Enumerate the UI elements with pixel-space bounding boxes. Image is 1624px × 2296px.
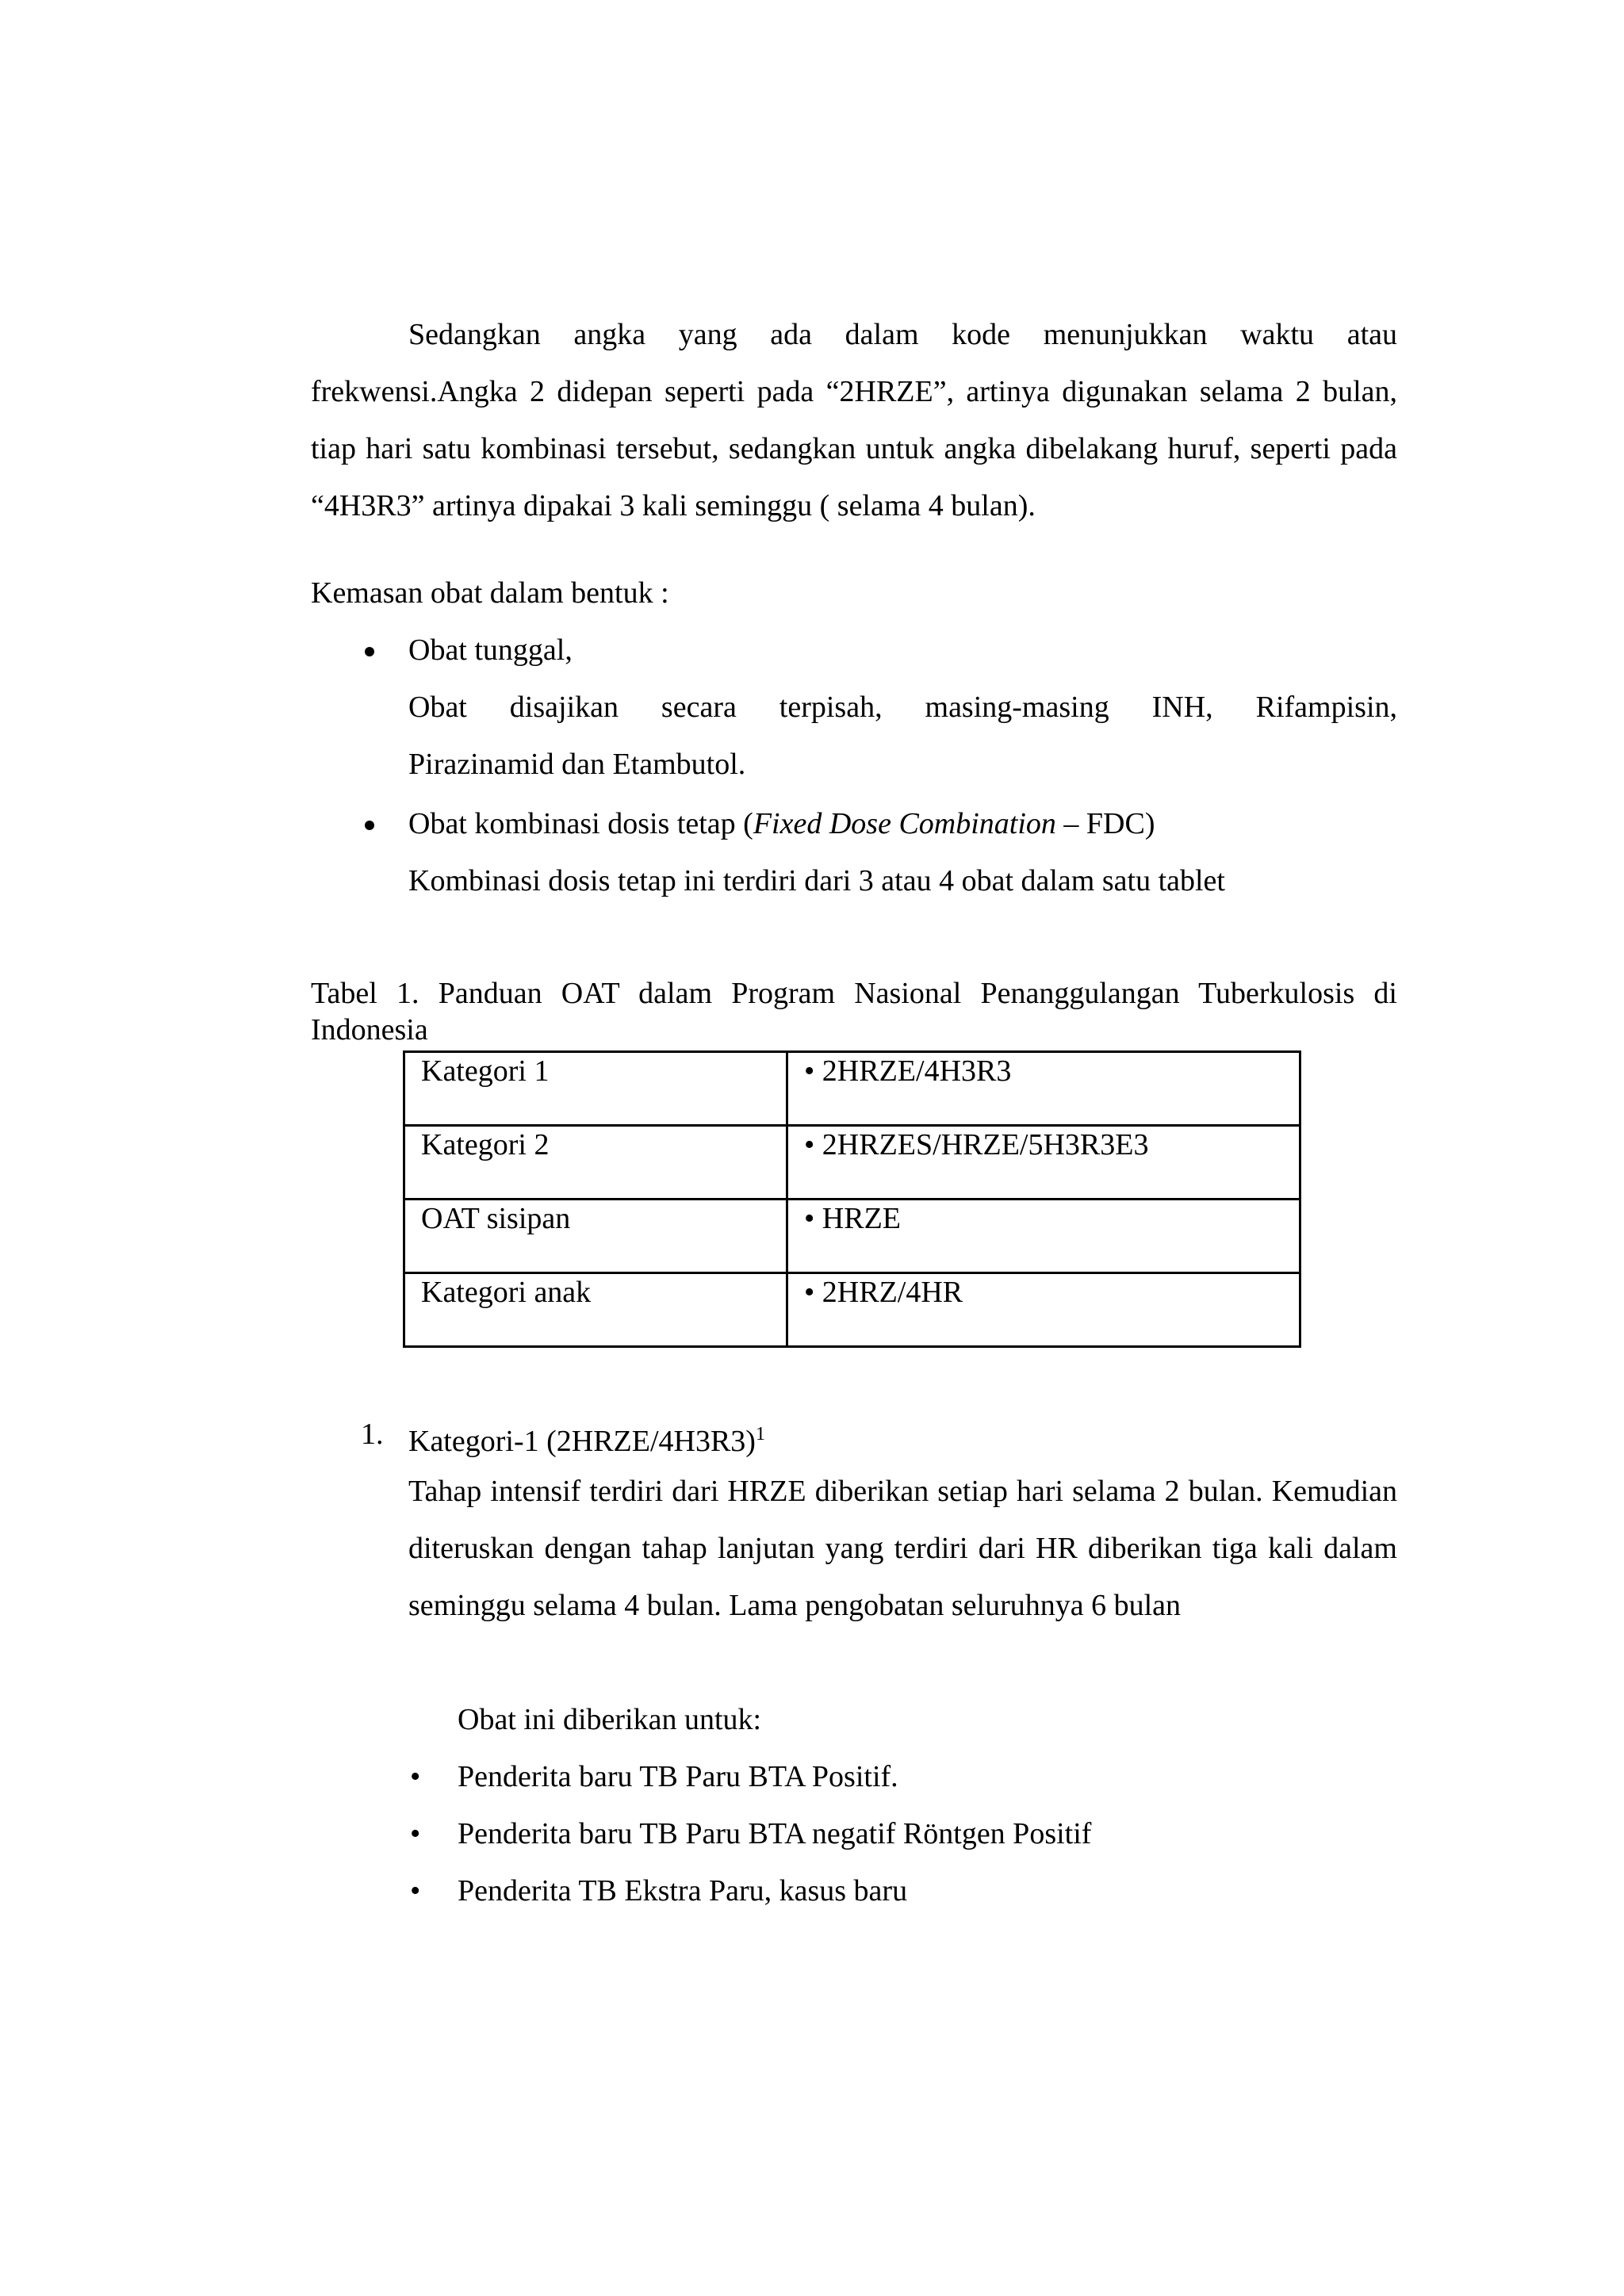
table-cell-regimen: • HRZE [787, 1200, 1300, 1273]
table-cell-category: OAT sisipan [404, 1200, 787, 1273]
table-row [404, 1052, 1300, 1126]
table-cell-regimen: • 2HRZ/4HR [787, 1273, 1300, 1347]
fdc-title-prefix: Obat kombinasi dosis tetap ( [408, 807, 753, 840]
fdc-title-suffix: – FDC) [1055, 807, 1155, 840]
bullet-icon: • [410, 1817, 421, 1850]
bullet-icon: • [410, 1874, 421, 1908]
list-item: Penderita baru TB Paru BTA negatif Röntgen Positif [458, 1817, 1092, 1850]
fdc-title-italic: Fixed Dose Combination [753, 807, 1056, 840]
kemasan-item-body: Pirazinamid dan Etambutol. [408, 748, 746, 781]
table-row [404, 1200, 1300, 1273]
oat-table [403, 1050, 1301, 1348]
kemasan-heading: Kemasan obat dalam bentuk : [311, 576, 669, 610]
table-cell-category: Kategori anak [404, 1273, 787, 1347]
table-cell-category: Kategori 2 [404, 1126, 787, 1200]
table-cell-regimen: • 2HRZES/HRZE/5H3R3E3 [787, 1126, 1300, 1200]
kategori1-for-label: Obat ini diberikan untuk: [458, 1703, 762, 1736]
kemasan-item-title: Obat tunggal, [408, 633, 573, 667]
list-item: Penderita TB Ekstra Paru, kasus baru [458, 1874, 908, 1908]
kategori1-body: Tahap intensif terdiri dari HRZE diberikan setiap hari selama 2 bulan. Kemudian diteruskan dengan tahap lanjutan yang terdiri dari HR diberikan tiga kali dalam seminggu selama 4 bulan. Lama pengobatan seluruhnya 6 bulan [408, 1475, 1397, 1622]
kategori1-title [408, 1406, 765, 1470]
table-row [404, 1273, 1300, 1347]
bullet-icon: • [410, 1760, 421, 1793]
kemasan-item-title [408, 795, 1155, 852]
bullet-dot-icon [365, 821, 374, 830]
intro-paragraph: Sedangkan angka yang ada dalam kode menunjukkan waktu atau frekwensi.Angka 2 didepan seperti pada “2HRZE”, artinya digunakan selama 2 bulan, tiap hari satu kombinasi tersebut, sedangkan untuk angka dibelakang huruf, seperti pada “4H3R3” artinya dipakai 3 kali seminggu ( selama 4 bulan). [311, 318, 1397, 522]
table-row [404, 1126, 1300, 1200]
kemasan-item-body: Obat disajikan secara terpisah, masing-masing INH, Rifampisin, [408, 691, 1397, 724]
footnote-ref: 1 [755, 1424, 765, 1445]
kategori1-title-text: Kategori-1 (2HRZE/4H3R3) [408, 1425, 756, 1458]
list-number: 1. [361, 1418, 384, 1451]
table-caption: Tabel 1. Panduan OAT dalam Program Nasional Penanggulangan Tuberkulosis di Indonesia [311, 977, 1397, 1047]
bullet-dot-icon [365, 647, 374, 656]
list-item: Penderita baru TB Paru BTA Positif. [458, 1760, 898, 1793]
table-cell-category: Kategori 1 [404, 1052, 787, 1126]
table-cell-regimen: • 2HRZE/4H3R3 [787, 1052, 1300, 1126]
kemasan-item-body: Kombinasi dosis tetap ini terdiri dari 3 atau 4 obat dalam satu tablet [408, 864, 1225, 897]
